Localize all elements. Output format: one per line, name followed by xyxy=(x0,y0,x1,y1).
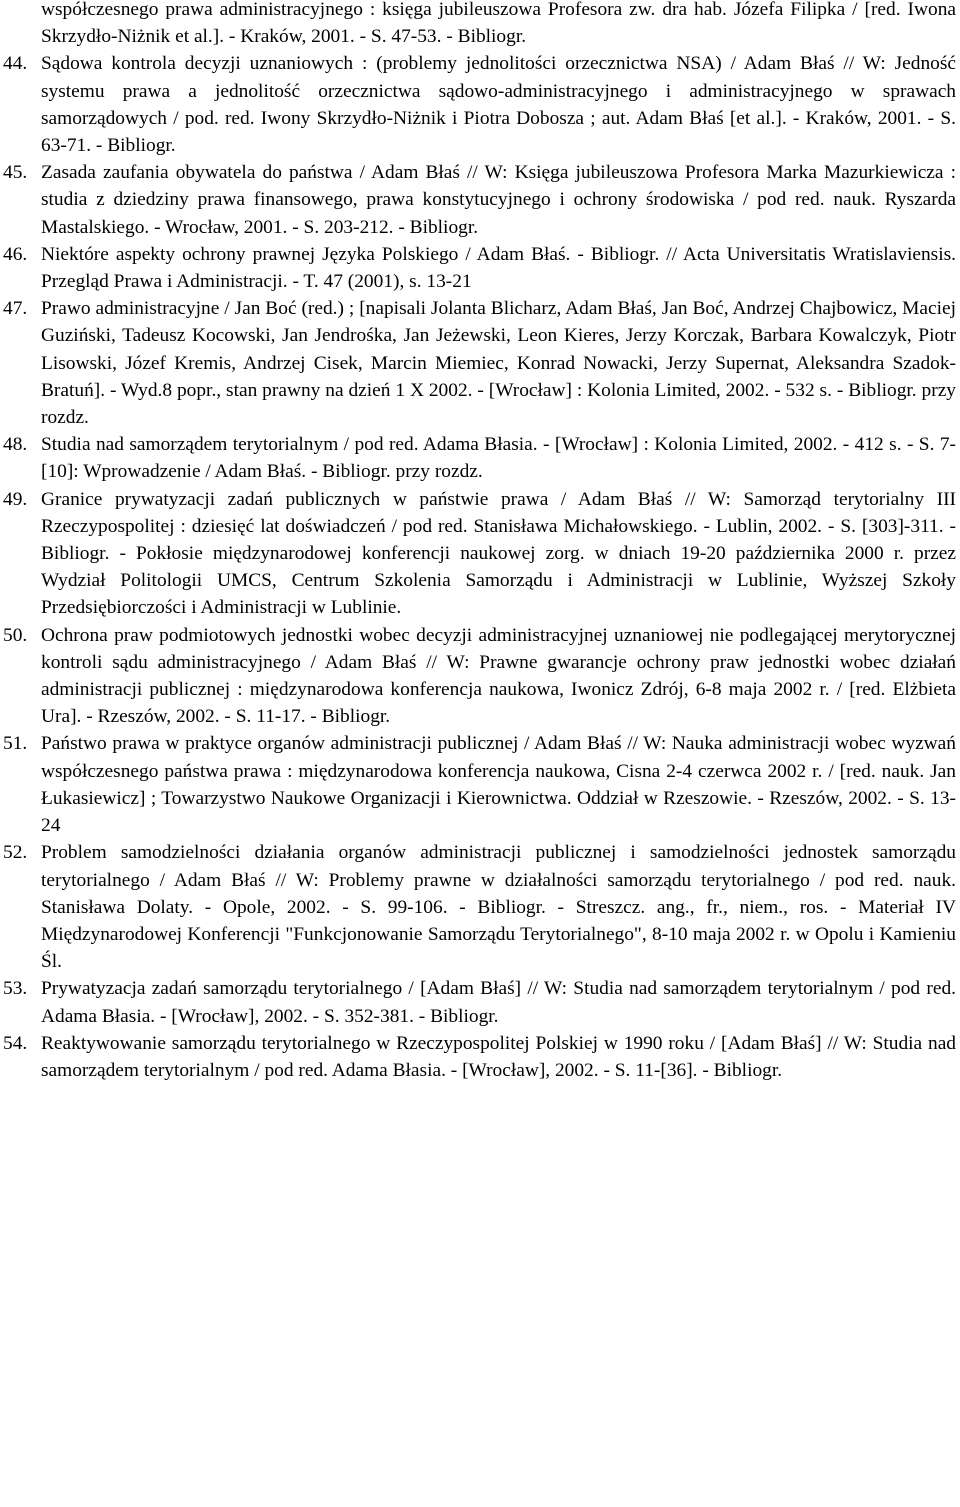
entry-text: Państwo prawa w praktyce organów administracji publicznej / Adam Błaś // W: Nauka administracji wobec wyzwań współczesnego państwa prawa : międzynarodowa konferencja naukowa, Cisna 2-4 czerwca 2002 r. / [red. nauk. Jan Łukasiewicz] ; Towarzystwo Naukowe Organizacji i Kierownictwa. Oddział w Rzeszowie. - Rzeszów, 2002. - S. 13-24 xyxy=(41,733,956,837)
entry-text: Ochrona praw podmiotowych jednostki wobec decyzji administracyjnej uznaniowej nie podlegającej merytorycznej kontroli sądu administracyjnego / Adam Błaś // W: Prawne gwarancje ochrony praw jednostki wobec działań administracji publicznej : międzynarodowa konferencja naukowa, Iwonicz Zdrój, 6-8 maja 2002 r. / [red. Elżbieta Ura]. - Rzeszów, 2002. - S. 11-17. - Bibliogr. xyxy=(41,624,956,728)
entry-text: Problem samodzielności działania organów administracji publicznej i samodzielności jednostek samorządu terytorialnego / Adam Błaś // W: Problemy prawne w działalności samorządu terytorialnego / pod red. nauk. Stanisława Dolaty. - Opole, 2002. - S. 99-106. - Bibliogr. - Streszcz. ang., fr., niem., ros. - Materiał IV Międzynarodowej Konferencji "Funkcjonowanie Samorządu Terytorialnego", 8-10 maja 2002 r. w Opolu i Kamieniu Śl. xyxy=(41,842,956,973)
entry-number: 53. xyxy=(3,978,28,1000)
list-item xyxy=(0,295,960,431)
entry-text: Granice prywatyzacji zadań publicznych w państwie prawa / Adam Błaś // W: Samorząd terytorialny III Rzeczypospolitej : dziesięć lat doświadczeń / pod red. Stanisława Michałowskiego. - Lublin, 2002. - S. [303]-311. - Bibliogr. - Pokłosie międzynarodowej konferencji naukowej zorg. w dniach 19-20 października 2000 r. przez Wydział Politologii UMCS, Centrum Szkolenia Samorządu i Administracji w Lublinie, Wyższej Szkoły Przedsiębiorczości i Administracji w Lublinie. xyxy=(41,488,956,619)
entry-number: 49. xyxy=(3,488,28,510)
entry-text: Studia nad samorządem terytorialnym / pod red. Adama Błasia. - [Wrocław] : Kolonia Limited, 2002. - 412 s. - S. 7-[10]: Wprowadzenie / Adam Błaś. - Bibliogr. przy rozdz. xyxy=(41,434,956,483)
continued-entry-text: współczesnego prawa administracyjnego : księga jubileuszowa Profesora zw. dra hab. Józefa Filipka / [red. Iwona Skrzydło-Niżnik et al.]. - Kraków, 2001. - S. 47-53. - Bibliogr. xyxy=(41,0,956,48)
list-item xyxy=(0,159,960,241)
entry-number: 50. xyxy=(3,624,28,646)
entry-number: 47. xyxy=(3,298,28,320)
list-item xyxy=(0,431,960,485)
list-item xyxy=(0,1030,960,1084)
entry-number: 48. xyxy=(3,434,28,456)
list-item xyxy=(0,241,960,295)
entry-text: Prywatyzacja zadań samorządu terytorialnego / [Adam Błaś] // W: Studia nad samorządem terytorialnym / pod red. Adama Błasia. - [Wrocław], 2002. - S. 352-381. - Bibliogr. xyxy=(41,978,956,1027)
list-item xyxy=(0,486,960,622)
entry-number: 46. xyxy=(3,243,28,265)
entry-text: Zasada zaufania obywatela do państwa / Adam Błaś // W: Księga jubileuszowa Profesora Marka Mazurkiewicza : studia z dziedziny prawa finansowego, prawa konstytucyjnego i ochrony środowiska / pod red. nauk. Ryszarda Mastalskiego. - Wrocław, 2001. - S. 203-212. - Bibliogr. xyxy=(41,162,956,238)
entry-text: Prawo administracyjne / Jan Boć (red.) ; [napisali Jolanta Blicharz, Adam Błaś, Jan Boć, Andrzej Chajbowicz, Maciej Guziński, Tadeusz Kocowski, Jan Jendrośka, Jan Jeżewski, Leon Kieres, Jerzy Korczak, Barbara Kowalczyk, Piotr Lisowski, Józef Kremis, Andrzej Cisek, Marcin Miemiec, Konrad Nowacki, Jerzy Supernat, Aleksandra Szadok-Bratuń]. - Wyd.8 popr., stan prawny na dzień 1 X 2002. - [Wrocław] : Kolonia Limited, 2002. - 532 s. - Bibliogr. przy rozdz. xyxy=(41,298,956,429)
list-item xyxy=(0,839,960,975)
list-item xyxy=(0,975,960,1029)
entry-text: Niektóre aspekty ochrony prawnej Języka Polskiego / Adam Błaś. - Bibliogr. // Acta Universitatis Wratislaviensis. Przegląd Prawa i Administracji. - T. 47 (2001), s. 13-21 xyxy=(41,243,956,293)
entry-text: Reaktywowanie samorządu terytorialnego w Rzeczypospolitej Polskiej w 1990 roku / [Adam Błaś] // W: Studia nad samorządem terytorialnym / pod red. Adama Błasia. - [Wrocław], 2002. - S. 11-[36]. - Bibliogr. xyxy=(41,1032,956,1081)
entry-number: 54. xyxy=(3,1032,28,1054)
bibliography-list xyxy=(0,50,960,1084)
entry-text: Sądowa kontrola decyzji uznaniowych : (problemy jednolitości orzecznictwa NSA) / Adam Błaś // W: Jedność systemu prawa a jednolitość orzecznictwa sądowo-administracyjnego i administracyjnego w sprawach samorządowych / pod. red. Iwony Skrzydło-Niżnik i Piotra Dobosza ; aut. Adam Błaś [et al.]. - Kraków, 2001. - S. 63-71. - Bibliogr. xyxy=(41,53,956,157)
entry-number: 45. xyxy=(3,162,28,184)
entry-number: 52. xyxy=(3,842,28,864)
entry-number: 51. xyxy=(3,733,28,755)
list-item xyxy=(0,50,960,159)
list-item xyxy=(0,622,960,731)
entry-number: 44. xyxy=(3,53,28,75)
list-item xyxy=(0,730,960,839)
